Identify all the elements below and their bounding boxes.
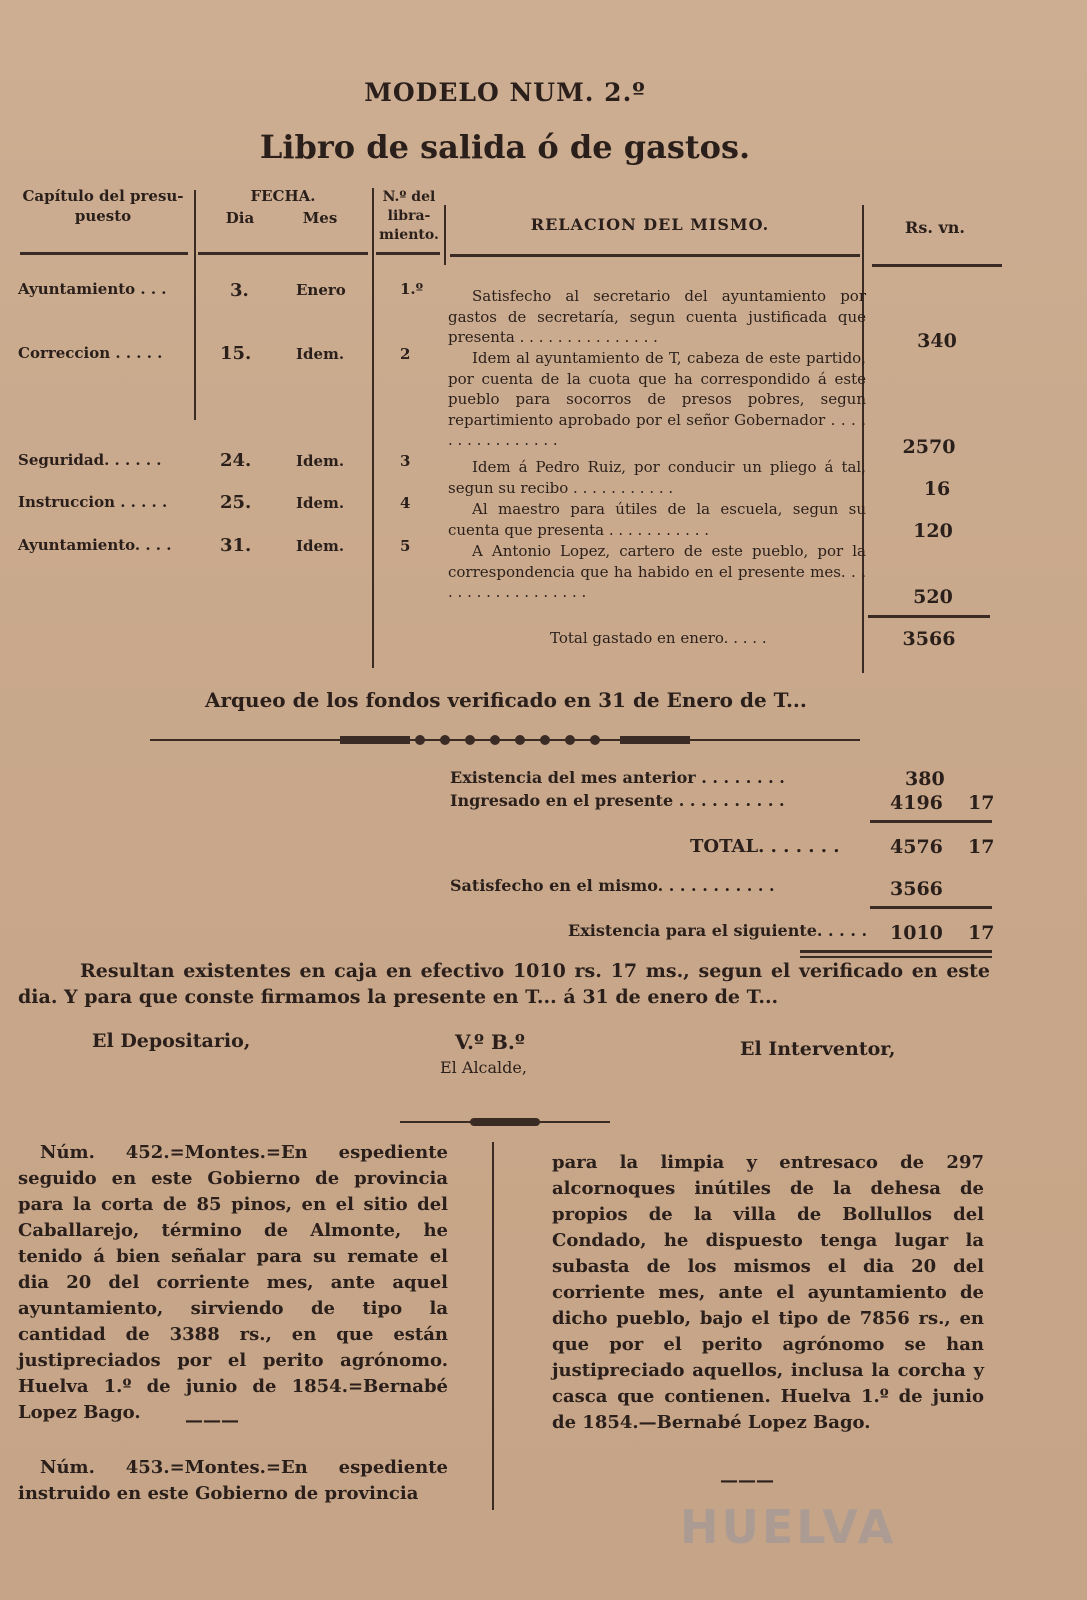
header-mes: Mes — [302, 209, 338, 227]
model-number: MODELO NUM. 2.º — [364, 78, 646, 107]
row-2-capitulo: Correccion . . . . . — [18, 344, 163, 362]
arqueo-total-ms: 17 — [968, 836, 995, 858]
rule — [20, 252, 188, 255]
row-3-mes: Idem. — [296, 452, 345, 470]
ornamental-rule — [150, 732, 860, 746]
row-4-mes: Idem. — [296, 494, 345, 512]
existencia-siguiente-ms: 17 — [968, 922, 995, 944]
amount-4: 120 — [913, 520, 953, 542]
total-value: 3566 — [902, 628, 956, 650]
separator: ——— — [720, 1470, 774, 1491]
amount-1: 340 — [917, 330, 957, 352]
header-libramiento: N.º del libra-miento. — [379, 189, 439, 243]
header-rs: Rs. vn. — [905, 218, 965, 237]
sum-rule — [868, 615, 990, 618]
total-label: Total gastado en enero. . . . . — [550, 629, 767, 647]
arqueo-total-value: 4576 — [890, 836, 943, 858]
amount-5: 520 — [913, 586, 953, 608]
relacion-4: Al maestro para útiles de la escuela, segun su cuenta que presenta . . . . . . . . . . . — [448, 500, 866, 539]
header-capitulo: Capítulo del presu-puesto — [22, 187, 184, 225]
ingresado-label: Ingresado en el presente . . . . . . . . . . — [450, 791, 785, 810]
header-dia: Dia — [225, 209, 255, 227]
amount-3: 16 — [923, 478, 951, 500]
row-3-dia: 24. — [220, 450, 252, 471]
article-453-start: Núm. 453.=Montes.=En espediente instruido en este Gobierno de provincia — [18, 1457, 448, 1504]
row-1-dia: 3. — [230, 280, 249, 301]
row-2-num: 2 — [400, 345, 411, 363]
ingresado-value: 4196 — [890, 792, 943, 814]
column-divider — [492, 1142, 494, 1510]
resultan-paragraph: Resultan existentes en caja en efectivo 1010 rs. 17 ms., segun el verificado en este dia. Y para que conste firmamos la presente en T... á 31 de enero de T... — [18, 960, 990, 1008]
row-3-num: 3 — [400, 452, 411, 470]
row-5-num: 5 — [400, 537, 411, 555]
double-rule — [800, 950, 992, 953]
relacion-3: Idem á Pedro Ruiz, por conducir un pliego á tal, segun su recibo . . . . . . . . . . . — [448, 458, 866, 497]
existencia-anterior-value: 380 — [905, 768, 945, 790]
firma-alcalde: El Alcalde, — [440, 1058, 527, 1077]
row-3-capitulo: Seguridad. . . . . . — [18, 451, 162, 469]
existencia-anterior-label: Existencia del mes anterior . . . . . . . . — [450, 768, 785, 787]
row-5-mes: Idem. — [296, 537, 345, 555]
row-4-num: 4 — [400, 494, 411, 512]
row-1-num: 1.º — [400, 280, 424, 298]
relacion-1: Satisfecho al secretario del ayuntamiento por gastos de secretaría, segun cuenta justificada que presenta . . . . . . . . . . . . . . . — [448, 287, 866, 346]
row-4-dia: 25. — [220, 492, 252, 513]
existencia-siguiente-label: Existencia para el siguiente. . . . . — [568, 921, 868, 940]
watermark: HUELVA — [680, 1500, 897, 1554]
column-divider — [194, 190, 196, 420]
row-5-capitulo: Ayuntamiento. . . . — [18, 536, 172, 554]
rule — [872, 264, 1002, 267]
row-1-mes: Enero — [296, 281, 346, 299]
satisfecho-label: Satisfecho en el mismo. . . . . . . . . . . — [450, 876, 775, 895]
row-5-dia: 31. — [220, 535, 252, 556]
row-4-capitulo: Instruccion . . . . . — [18, 493, 168, 511]
header-fecha: FECHA. — [250, 187, 316, 205]
row-2-dia: 15. — [220, 343, 252, 364]
relacion-2: Idem al ayuntamiento de T, cabeza de este partido, por cuenta de la cuota que ha correspondido á este pueblo para socorros de presos pobres, segun repartimiento aprobado por el señor Gobernador . . . . . . . . . . . . . . . . — [448, 349, 866, 449]
header-relacion: RELACION DEL MISMO. — [530, 215, 770, 234]
rule — [450, 254, 860, 257]
article-453-continuation: para la limpia y entresaco de 297 alcornoques inútiles de la dehesa de propios de la villa de Bollullos del Condado, he dispuesto tenga lugar la subasta de los mismos el dia 20 del corriente mes, ante el ayuntamiento de dicho pueblo, bajo el tipo de 7856 rs., en que por el perito agrónomo se han justipreciado aquellos, inclusa la corcha y casca que contienen. Huelva 1.º de junio de 1854.—Bernabé Lopez Bago. — [552, 1152, 984, 1433]
row-1-capitulo: Ayuntamiento . . . — [18, 280, 167, 298]
arqueo-title: Arqueo de los fondos verificado en 31 de Enero de T... — [205, 688, 807, 712]
ingresado-ms: 17 — [968, 792, 995, 814]
sum-rule — [870, 820, 992, 823]
amount-2: 2570 — [902, 436, 956, 458]
existencia-siguiente-value: 1010 — [890, 922, 943, 944]
arqueo-total-label: TOTAL. . . . . . . — [690, 836, 840, 857]
satisfecho-value: 3566 — [890, 878, 943, 900]
firma-vb: V.º B.º — [455, 1030, 525, 1054]
firma-depositario: El Depositario, — [92, 1030, 251, 1052]
column-divider — [444, 205, 446, 265]
row-2-mes: Idem. — [296, 345, 345, 363]
column-divider — [372, 188, 374, 668]
firma-interventor: El Interventor, — [740, 1038, 896, 1060]
section-ornament — [400, 1112, 610, 1122]
relacion-5: A Antonio Lopez, cartero de este pueblo, por la correspondencia que ha habido en el presente mes. . . . . . . . . . . . . . . . . . — [448, 542, 866, 601]
rule — [376, 252, 440, 255]
article-452: Núm. 452.=Montes.=En espediente seguido en este Gobierno de provincia para la corta de 85 pinos, en el sitio del Caballarejo, término de Almonte, he tenido á bien señalar para su remate el dia 20 del corriente mes, ante aquel ayuntamiento, sirviendo de tipo la cantidad de 3388 rs., en que están justipreciados por el perito agrónomo. Huelva 1.º de junio de 1854.=Bernabé Lopez Bago. — [18, 1142, 448, 1423]
page-title: Libro de salida ó de gastos. — [259, 128, 751, 166]
rule — [198, 252, 368, 255]
separator: ——— — [185, 1410, 239, 1431]
sum-rule — [870, 906, 992, 909]
